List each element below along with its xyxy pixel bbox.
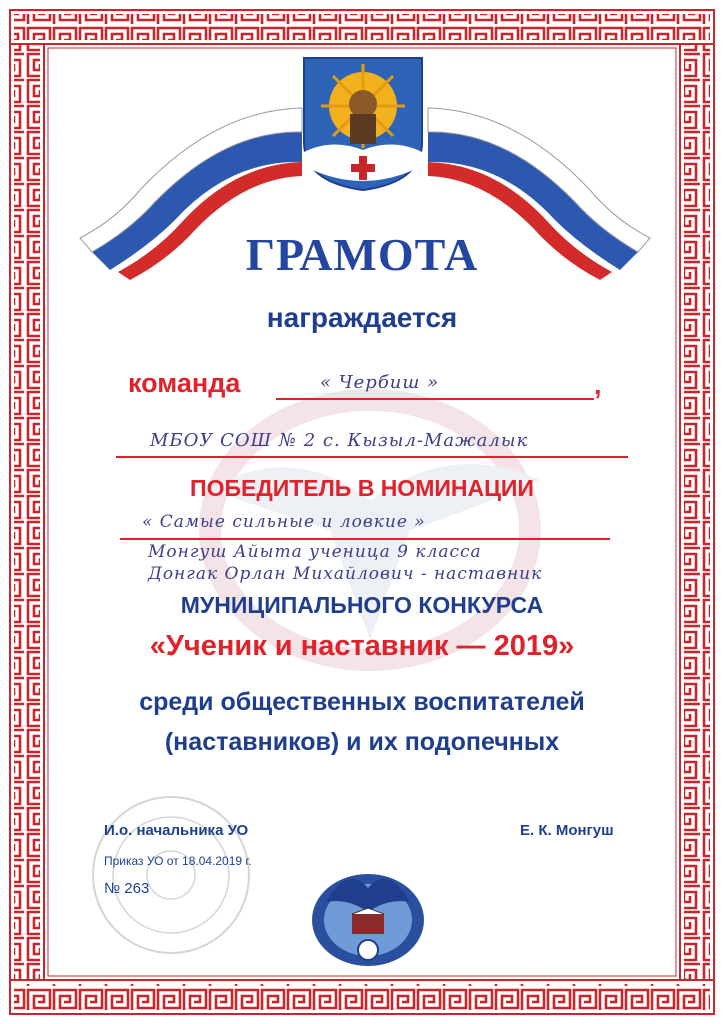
team-comma: , <box>594 370 602 400</box>
contest-line-2: «Ученик и наставник — 2019» <box>149 630 575 662</box>
school-handwritten: МБОУ СОШ № 2 с. Кызыл-Мажалык <box>150 430 529 451</box>
nomination-underline <box>120 538 610 540</box>
order-text: Приказ УО от 18.04.2019 г. <box>104 854 252 868</box>
winner-heading: ПОБЕДИТЕЛЬ В НОМИНАЦИИ <box>190 475 534 501</box>
awarded-text: награждается <box>266 302 458 333</box>
team-label: команда <box>128 368 241 398</box>
nomination-handwritten: « Самые сильные и ловкие » <box>142 512 426 532</box>
official-stamp <box>86 790 256 960</box>
among-line-2: (наставников) и их подопечных <box>164 728 560 756</box>
school-underline <box>116 456 628 458</box>
mentor-handwritten: Донгак Орлан Михайлович - наставник <box>148 564 543 584</box>
education-emblem <box>308 858 428 970</box>
signer-name: Е. К. Монгуш <box>520 822 614 839</box>
coat-of-arms-emblem <box>302 56 424 192</box>
team-name-handwritten: « Чербиш » <box>320 372 440 393</box>
among-line-1: среди общественных воспитателей <box>139 688 585 716</box>
signer-title: И.о. начальника УО <box>104 822 249 839</box>
contest-line-1: МУНИЦИПАЛЬНОГО КОНКУРСА <box>180 592 544 618</box>
certificate-title: ГРАМОТА <box>245 229 479 280</box>
order-number: № 263 <box>104 880 150 897</box>
student-handwritten: Монгуш Айыта ученица 9 класса <box>148 542 482 562</box>
team-underline <box>276 398 594 400</box>
